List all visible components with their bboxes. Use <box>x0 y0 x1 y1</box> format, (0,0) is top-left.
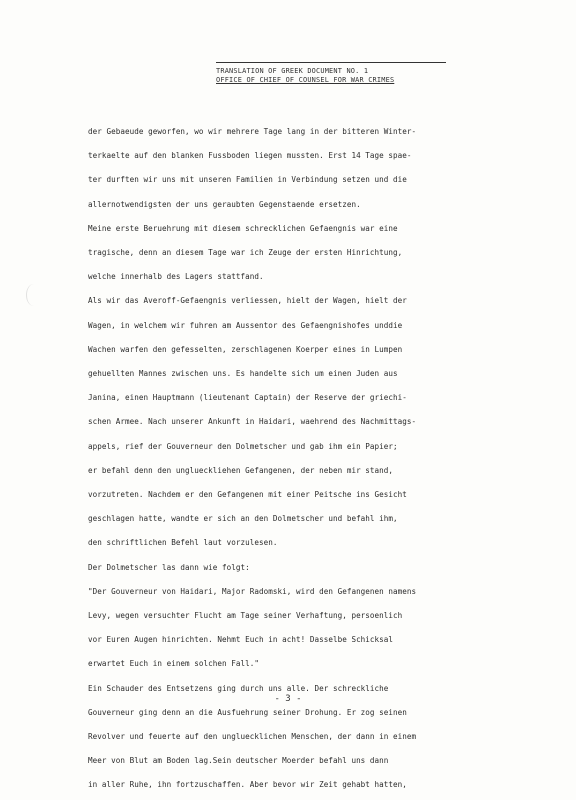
text-line: erwartet Euch in einem solchen Fall." <box>88 659 260 669</box>
text-line: tragische, denn an diesem Tage war ich Zeuge der ersten Hinrichtung, <box>88 248 403 258</box>
text-line: vor Euren Augen hinrichten. Nehmt Euch in acht! Dasselbe Schicksal <box>88 635 394 645</box>
text-line: Janina, einen Hauptmann (lieutenant Captain) der Reserve der griechi- <box>88 393 407 403</box>
text-line: Wachen warfen den gefesselten, zerschlagenen Koerper eines in Lumpen <box>88 344 403 354</box>
text-line: in aller Ruhe, ihn fortzuschaffen. Aber bevor wir Zeit gehabt hatten, <box>88 780 407 790</box>
text-line: allernotwendigsten der uns geraubten Gegenstaende ersetzen. <box>88 199 361 209</box>
text-line: ter durften wir uns mit unseren Familien in Verbindung setzen und die <box>88 175 407 185</box>
text-line: Der Dolmetscher las dann wie folgt: <box>88 562 250 572</box>
text-line: der Gebaeude geworfen, wo wir mehrere Tage lang in der bitteren Winter- <box>88 127 417 136</box>
text-line: welche innerhalb des Lagers stattfand. <box>88 272 264 282</box>
text-line: er befahl denn den unglueckliehen Gefangenen, der neben mir stand, <box>88 465 394 475</box>
text-line: geschlagen hatte, wandte er sich an den Dolmetscher und befahl ihm, <box>88 514 398 524</box>
text-line: Levy, wegen versuchter Flucht am Tage seiner Verhaftung, persoenlich <box>88 611 403 621</box>
text-line: den schriftlichen Befehl laut vorzulesen. <box>88 538 278 548</box>
text-line: Meine erste Beruehrung mit diesem schrecklichen Gefaengnis war eine <box>88 223 398 233</box>
text-line: Meer von Blut am Boden lag.Sein deutscher Moerder befahl uns dann <box>88 756 389 766</box>
text-line: Als wir das Averoff-Gefaengnis verliessen, hielt der Wagen, hielt der <box>88 296 407 306</box>
document-header <box>216 62 446 85</box>
text-line: Wagen, in welchem wir fuhren am Aussentor des Gefaengnishofes unddie <box>88 320 403 330</box>
header-title: TRANSLATION OF GREEK DOCUMENT NO. 1 <box>216 67 369 75</box>
punch-hole-mark <box>26 284 41 306</box>
text-line: appels, rief der Gouverneur den Dolmetscher und gab ihm ein Papier; <box>88 441 398 451</box>
text-line: Ein Schauder des Entsetzens ging durch uns alle. Der schreckliche <box>88 683 389 693</box>
text-line: Revolver und feuerte auf den ungluecklichen Menschen, der dann in einem <box>88 732 417 742</box>
header-office: OFFICE OF CHIEF OF COUNSEL FOR WAR CRIMES <box>216 76 395 84</box>
text-line: terkaelte auf den blanken Fussboden liegen mussten. Erst 14 Tage spae- <box>88 151 412 161</box>
text-line: "Der Gouverneur von Haidari, Major Radomski, wird den Gefangenen namens <box>88 586 417 596</box>
text-line: schen Armee. Nach unserer Ankunft in Haidari, waehrend des Nachmittags- <box>88 417 417 427</box>
text-line: gehuellten Mannes zwischen uns. Es handelte sich um einen Juden aus <box>88 369 398 379</box>
text-line: vorzutreten. Nachdem er den Gefangenen mit einer Peitsche ins Gesicht <box>88 490 407 500</box>
text-line: Gouverneur ging denn an die Ausfuehrung seiner Drohung. Er zog seinen <box>88 707 407 717</box>
page-number: - 3 - <box>274 694 302 704</box>
